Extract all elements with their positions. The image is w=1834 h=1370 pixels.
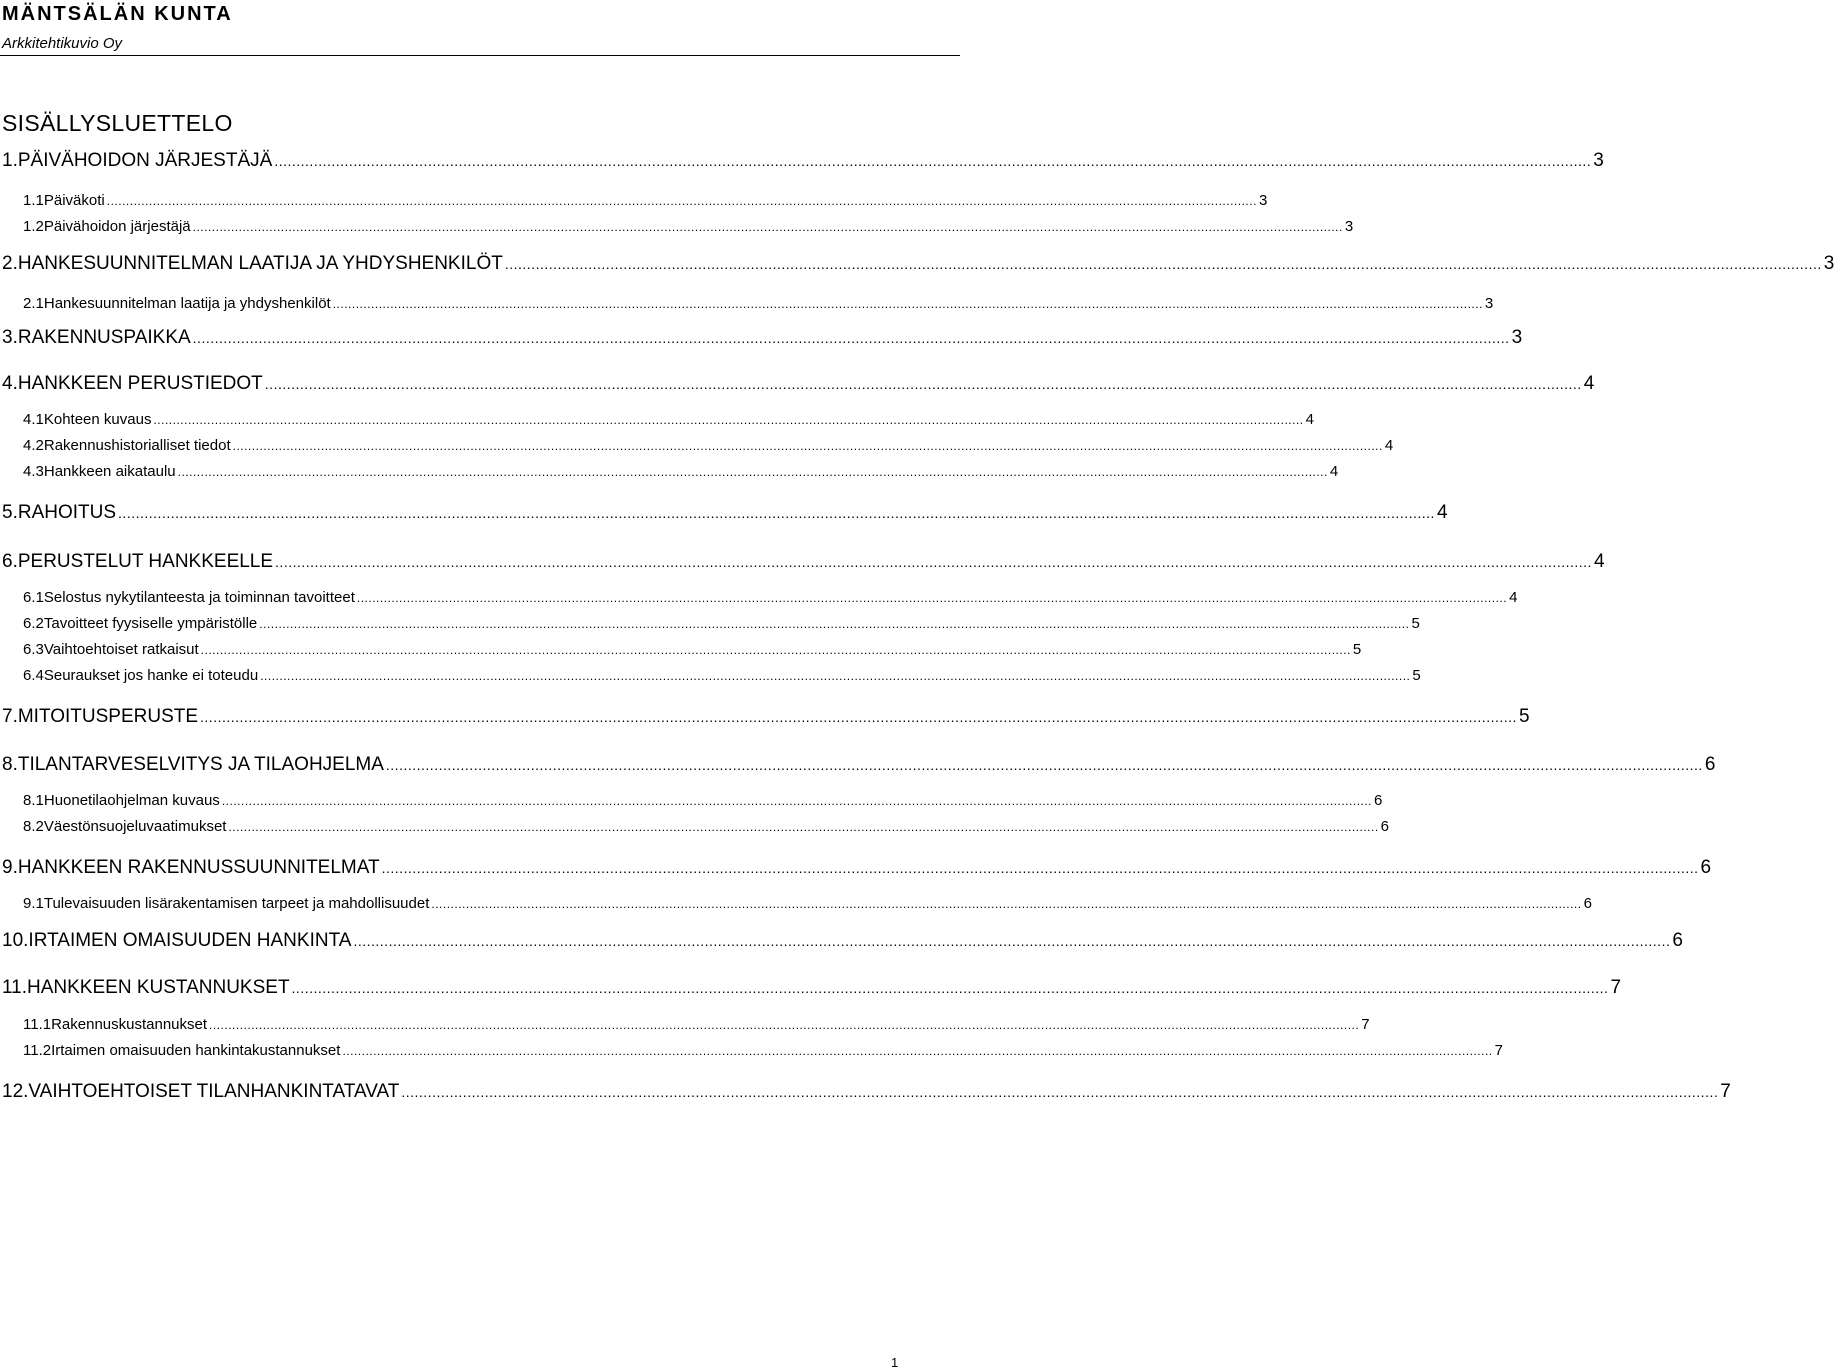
toc-entry-number: 9.1 (23, 895, 44, 912)
toc-title: SISÄLLYSLUETTELO (2, 110, 233, 136)
toc-entry-label: HANKKEEN PERUSTIEDOT (17, 373, 263, 394)
toc-entry-label: HANKKEEN RAKENNUSSUUNNITELMAT (17, 857, 380, 878)
dot-leader: ............................................................................................................................................................................................................................................................................................................ (192, 330, 1510, 346)
toc-entry-number: 5. (2, 502, 18, 523)
toc-entry[interactable] (23, 463, 1339, 480)
toc-entry-number: 11. (2, 977, 28, 998)
toc-entry-page: 6 (1700, 857, 1712, 878)
toc-entry[interactable] (23, 192, 1268, 209)
toc-entry-page: 5 (1518, 706, 1530, 727)
toc-entry[interactable] (23, 1042, 1503, 1059)
toc-entry-label: RAKENNUSPAIKKA (17, 327, 191, 348)
dot-leader: ............................................................................................................................................................................................................................................................................................................ (209, 1018, 1360, 1032)
toc-entry-page: 7 (1610, 977, 1622, 998)
toc-entry-label: Hankkeen aikataulu (43, 463, 176, 480)
toc-entry-number: 11.1 (23, 1016, 52, 1033)
toc-entry[interactable] (23, 818, 1390, 835)
toc-entry-label: Seuraukset jos hanke ei toteudu (43, 667, 259, 684)
toc-entry-label: Tulevaisuuden lisärakentamisen tarpeet ja mahdollisuudet (43, 895, 430, 912)
dot-leader: ............................................................................................................................................................................................................................................................................................................ (274, 153, 1592, 169)
toc-entry-number: 6.1 (23, 589, 44, 606)
toc-entry-label: Vaihtoehtoiset ratkaisut (43, 641, 199, 658)
toc-entry-number: 4.2 (23, 437, 44, 454)
toc-entry-number: 2. (2, 253, 18, 274)
toc-entry[interactable] (2, 253, 1834, 275)
toc-entry-number: 8. (2, 754, 18, 775)
toc-entry-page: 7 (1494, 1042, 1503, 1059)
toc-entry-page: 3 (1593, 150, 1604, 171)
toc-entry-page: 4 (1329, 463, 1339, 480)
dot-leader: ............................................................................................................................................................................................................................................................................................................ (381, 860, 1699, 876)
toc-entry-number: 4.1 (23, 411, 44, 428)
toc-entry-number: 8.2 (23, 818, 44, 835)
toc-entry[interactable] (2, 754, 1716, 776)
toc-entry-label: Rakennushistorialliset tiedot (43, 437, 231, 454)
toc-entry[interactable] (2, 150, 1604, 172)
toc-entry-page: 3 (1344, 218, 1354, 235)
dot-leader: ............................................................................................................................................................................................................................................................................................................ (332, 297, 1483, 311)
toc-entry-number: 6.2 (23, 615, 44, 632)
toc-entry-page: 4 (1583, 373, 1595, 394)
dot-leader: ............................................................................................................................................................................................................................................................................................................ (264, 376, 1582, 392)
toc-entry[interactable] (23, 295, 1494, 312)
dot-leader: ............................................................................................................................................................................................................................................................................................................ (177, 465, 1328, 479)
dot-leader: ............................................................................................................................................................................................................................................................................................................ (353, 933, 1671, 949)
toc-entry-label: HANKKEEN KUSTANNUKSET (27, 977, 290, 998)
toc-entry[interactable] (2, 857, 1712, 879)
toc-entry-label: Irtaimen omaisuuden hankintakustannukset (51, 1042, 341, 1059)
dot-leader: ............................................................................................................................................................................................................................................................................................................ (200, 709, 1517, 725)
toc-entry-page: 3 (1511, 327, 1523, 348)
toc-entry-number: 4. (2, 373, 18, 394)
dot-leader: ............................................................................................................................................................................................................................................................................................................ (260, 669, 1411, 683)
dot-leader: ............................................................................................................................................................................................................................................................................................................ (504, 256, 1822, 272)
toc-entry-page: 7 (1361, 1016, 1370, 1033)
dot-leader: ............................................................................................................................................................................................................................................................................................................ (291, 980, 1609, 996)
toc-entry-label: Huonetilaohjelman kuvaus (43, 792, 220, 809)
toc-entry-label: TILANTARVESELVITYS JA TILAOHJELMA (17, 754, 384, 775)
dot-leader: ............................................................................................................................................................................................................................................................................................................ (221, 794, 1373, 808)
header-divider (0, 55, 960, 56)
toc-entry-page: 3 (1258, 192, 1268, 209)
toc-entry[interactable] (23, 1016, 1370, 1033)
toc-entry-label: RAHOITUS (17, 502, 117, 523)
toc-entry-label: Selostus nykytilanteesta ja toiminnan tavoitteet (43, 589, 355, 606)
toc-entry-page: 6 (1374, 792, 1383, 809)
toc-entry-page: 6 (1704, 754, 1716, 775)
toc-entry[interactable] (23, 895, 1592, 912)
toc-entry-label: PÄIVÄHOIDON JÄRJESTÄJÄ (17, 150, 273, 171)
dot-leader: ............................................................................................................................................................................................................................................................................................................ (342, 1044, 1493, 1058)
toc-entry[interactable] (2, 327, 1523, 349)
toc-entry[interactable] (2, 977, 1622, 999)
toc-entry-label: Tavoitteet fyysiselle ympäristölle (43, 615, 258, 632)
toc-entry-number: 7. (2, 706, 18, 727)
toc-entry-label: Hankesuunnitelman laatija ja yhdyshenkilöt (43, 295, 331, 312)
toc-entry[interactable] (23, 792, 1383, 809)
page-header (0, 0, 960, 58)
toc-entry-page: 3 (1823, 253, 1834, 274)
toc-entry-label: Päiväkoti (43, 192, 105, 209)
toc-entry[interactable] (23, 218, 1354, 235)
toc-entry[interactable] (23, 437, 1394, 454)
toc-entry-label: Kohteen kuvaus (43, 411, 152, 428)
toc-entry-number: 1. (2, 150, 18, 171)
toc-entry[interactable] (2, 502, 1448, 524)
toc-entry-label: IRTAIMEN OMAISUUDEN HANKINTA (28, 930, 352, 951)
toc-entry-number: 1.1 (23, 192, 44, 209)
toc-entry-number: 2.1 (23, 295, 44, 312)
toc-entry[interactable] (2, 706, 1530, 728)
dot-leader: ............................................................................................................................................................................................................................................................................................................ (200, 643, 1351, 657)
toc-entry-label: Väestönsuojeluvaatimukset (43, 818, 227, 835)
dot-leader: ............................................................................................................................................................................................................................................................................................................ (259, 617, 1410, 631)
toc-entry-page: 5 (1412, 667, 1421, 684)
dot-leader: ............................................................................................................................................................................................................................................................................................................ (228, 820, 1379, 834)
dot-leader: ............................................................................................................................................................................................................................................................................................................ (118, 505, 1435, 521)
toc-entry-number: 8.1 (23, 792, 44, 809)
toc-entry-label: PERUSTELUT HANKKEELLE (17, 551, 274, 572)
toc-entry-page: 6 (1380, 818, 1390, 835)
dot-leader: ............................................................................................................................................................................................................................................................................................................ (153, 413, 1304, 427)
company-name: Arkkitehtikuvio Oy (2, 35, 123, 52)
toc-entry-label: HANKESUUNNITELMAN LAATIJA JA YHDYSHENKILÖT (17, 253, 503, 274)
toc-entry-number: 12. (2, 1081, 29, 1102)
toc-entry-number: 1.2 (23, 218, 44, 235)
toc-entry-page: 3 (1484, 295, 1494, 312)
toc-entry-page: 4 (1509, 589, 1518, 606)
toc-entry-number: 11.2 (23, 1042, 52, 1059)
dot-leader: ............................................................................................................................................................................................................................................................................................................ (431, 897, 1582, 911)
page-number: 1 (891, 1355, 899, 1370)
toc-entry-page: 4 (1436, 502, 1448, 523)
toc-entry-page: 6 (1583, 895, 1592, 912)
toc-entry-number: 6. (2, 551, 18, 572)
dot-leader: ............................................................................................................................................................................................................................................................................................................ (385, 757, 1703, 773)
toc-entry-page: 5 (1411, 615, 1420, 632)
toc-entry-label: Päivähoidon järjestäjä (43, 218, 191, 235)
toc-entry-page: 5 (1352, 641, 1362, 658)
toc-entry[interactable] (2, 930, 1683, 952)
toc-entry-page: 7 (1720, 1081, 1731, 1102)
toc-entry-number: 4.3 (23, 463, 44, 480)
toc-entry-number: 6.3 (23, 641, 44, 658)
dot-leader: ............................................................................................................................................................................................................................................................................................................ (106, 194, 1257, 208)
toc-entry[interactable] (23, 615, 1420, 632)
toc-entry-page: 4 (1384, 437, 1394, 454)
toc-entry-page: 4 (1305, 411, 1314, 428)
toc-entry[interactable] (2, 1081, 1731, 1103)
toc-entry-number: 9. (2, 857, 18, 878)
dot-leader: ............................................................................................................................................................................................................................................................................................................ (275, 554, 1592, 570)
toc-entry-label: Rakennuskustannukset (51, 1016, 208, 1033)
toc-entry[interactable] (2, 551, 1605, 573)
dot-leader: ............................................................................................................................................................................................................................................................................................................ (192, 220, 1343, 234)
toc-entry-page: 6 (1672, 930, 1683, 951)
toc-entry-label: MITOITUSPERUSTE (17, 706, 199, 727)
dot-leader: ............................................................................................................................................................................................................................................................................................................ (232, 439, 1383, 453)
toc-entry[interactable] (23, 411, 1314, 428)
dot-leader: ............................................................................................................................................................................................................................................................................................................ (401, 1084, 1719, 1100)
toc-entry-label: VAIHTOEHTOISET TILANHANKINTATAVAT (28, 1081, 400, 1102)
toc-entry[interactable] (23, 641, 1362, 658)
toc-entry[interactable] (23, 667, 1421, 684)
toc-entry-page: 4 (1593, 551, 1605, 572)
organization-name: MÄNTSÄLÄN KUNTA (2, 3, 233, 25)
dot-leader: ............................................................................................................................................................................................................................................................................................................ (356, 591, 1508, 605)
toc-entry-number: 3. (2, 327, 18, 348)
toc-entry-number: 6.4 (23, 667, 44, 684)
toc-entry[interactable] (2, 373, 1595, 395)
toc-entry-number: 10. (2, 930, 29, 951)
toc-entry[interactable] (23, 589, 1518, 606)
